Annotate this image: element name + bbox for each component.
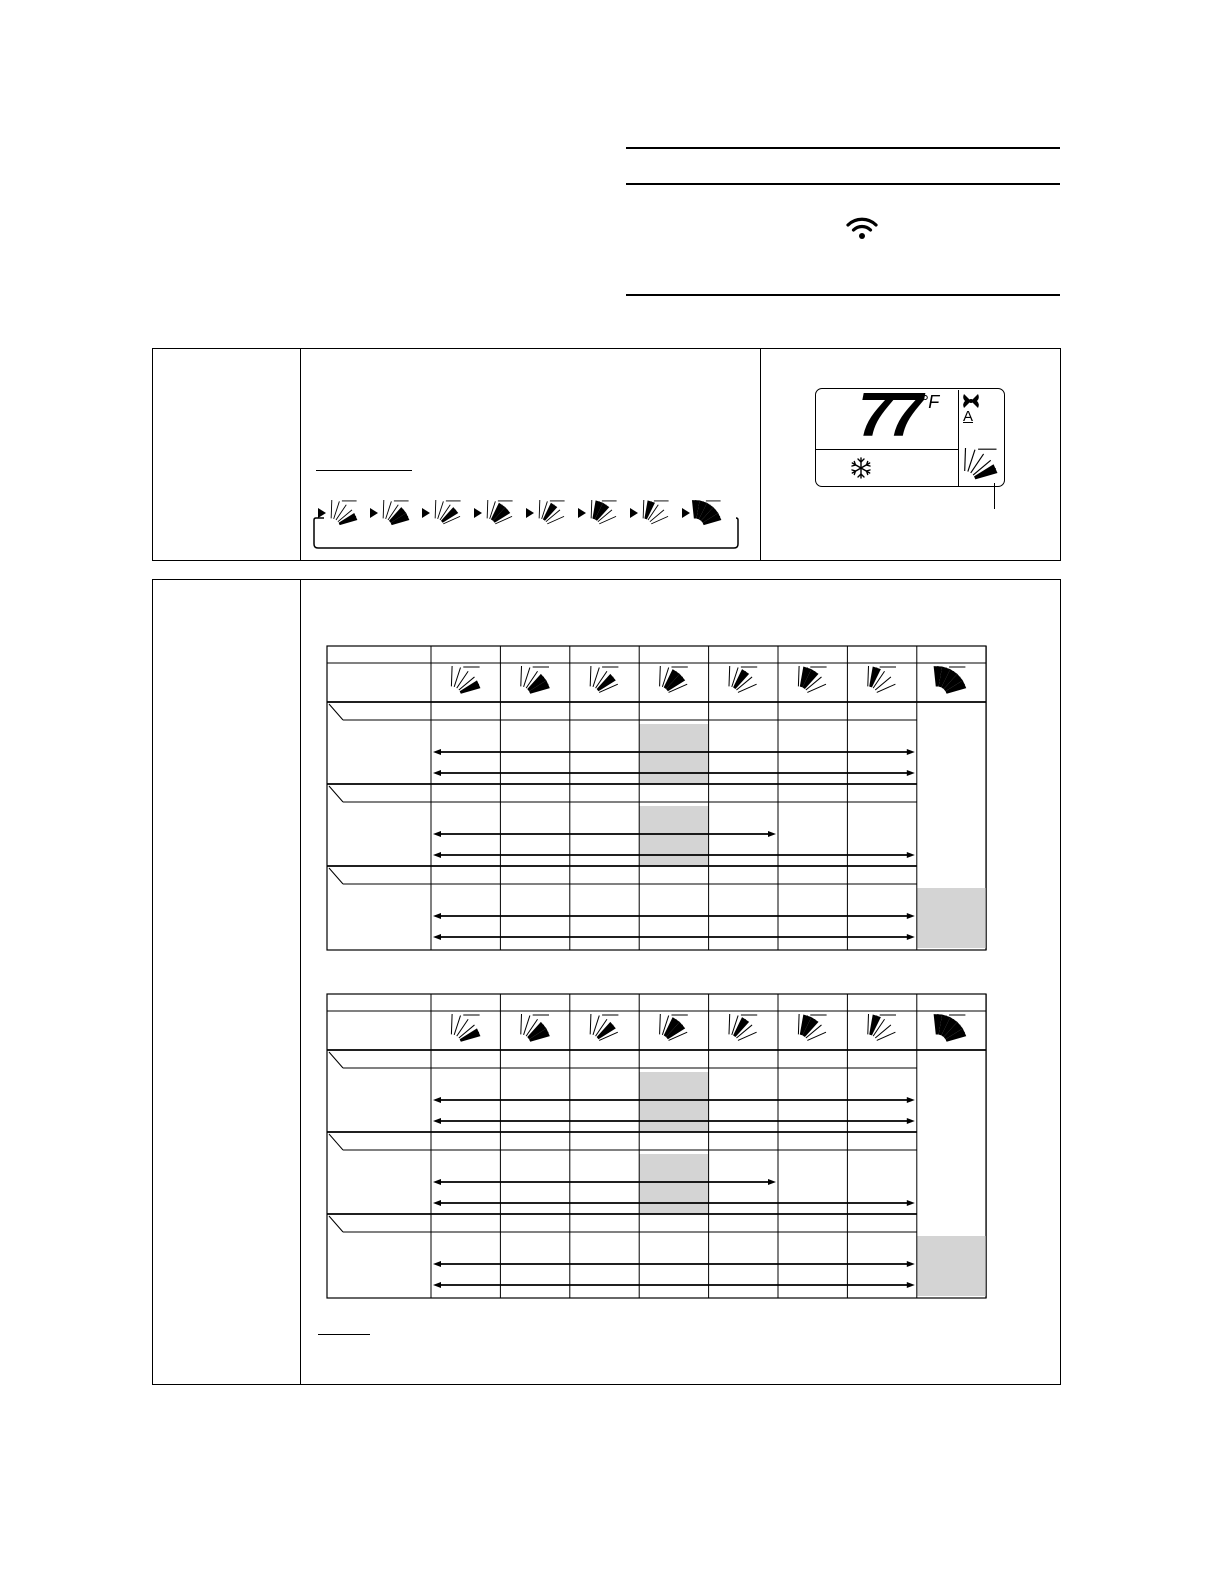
cycle-arrow-icon [422,508,430,518]
group-notch [329,1216,343,1232]
cycle-return-bracket [314,518,738,548]
shaded-cell [639,1154,708,1214]
lcd-temperature: 77 [858,381,919,450]
table-frame [327,994,986,1298]
louver-position-icon [331,500,357,525]
cycle-arrow-icon [630,508,638,518]
cycle-arrow-icon [526,508,534,518]
louver-position-icon [729,666,757,692]
shaded-cell [917,888,986,948]
louver-position-icon [539,500,564,524]
header-rule-bottom [626,294,1060,296]
louver-position-icon [934,1014,967,1042]
cycle-arrow-icon [682,508,690,518]
shaded-cell [639,724,708,784]
louver-position-icon [643,500,668,524]
swing-range-table-2 [326,993,988,1301]
group-notch [329,786,343,802]
header-rule-middle [626,183,1060,185]
louver-position-icon [692,500,721,525]
cycle-arrow-icon [370,508,378,518]
louver-panel-divider-right [760,348,761,561]
group-notch [329,1052,343,1068]
louver-position-icon [451,666,480,694]
lcd-auto-indicator: A [963,408,974,425]
louver-cycle-diagram [310,496,750,554]
lcd-divider-vertical [958,390,959,486]
lcd-louver-position-icon [960,442,1004,486]
louver-position-icon [660,1014,688,1040]
louver-panel-divider-left [300,348,301,561]
louver-position-icon [521,666,550,694]
lcd-louver-callout-line [994,483,995,509]
swing-range-table-1 [326,645,988,953]
louver-position-icon [590,666,618,692]
louver-position-icon [590,1014,618,1040]
group-notch [329,1134,343,1150]
louver-position-icon [451,1014,480,1042]
louver-position-icon [868,666,896,692]
shaded-cell [917,1236,986,1296]
cycle-arrow-icon [474,508,482,518]
cycle-arrow-icon [578,508,586,518]
louver-position-icon [487,500,512,524]
swing-range-panel-divider [300,579,301,1385]
louver-position-icon [521,1014,550,1042]
louver-position-icon [934,666,967,694]
louver-position-icon [435,500,460,524]
louver-position-icon [729,1014,757,1040]
note-label-underline [318,1334,370,1335]
louver-position-icon [868,1014,896,1040]
group-notch [329,704,343,720]
cycle-arrow-icon [318,508,326,518]
table-frame [327,646,986,950]
louver-position-icon [798,1014,826,1040]
header-rule-top [626,147,1060,149]
wifi-signal-icon [845,216,879,240]
louver-position-icon [660,666,688,692]
louver-position-icon [383,500,409,525]
group-notch [329,868,343,884]
louver-position-icon [798,666,826,692]
snowflake-icon [849,456,873,480]
louver-position-icon [591,500,616,524]
shaded-cell [639,1072,708,1132]
shaded-cell [639,806,708,866]
lcd-unit: °F [921,392,940,412]
note-underline [316,470,412,471]
louver-position-icon [965,448,998,479]
